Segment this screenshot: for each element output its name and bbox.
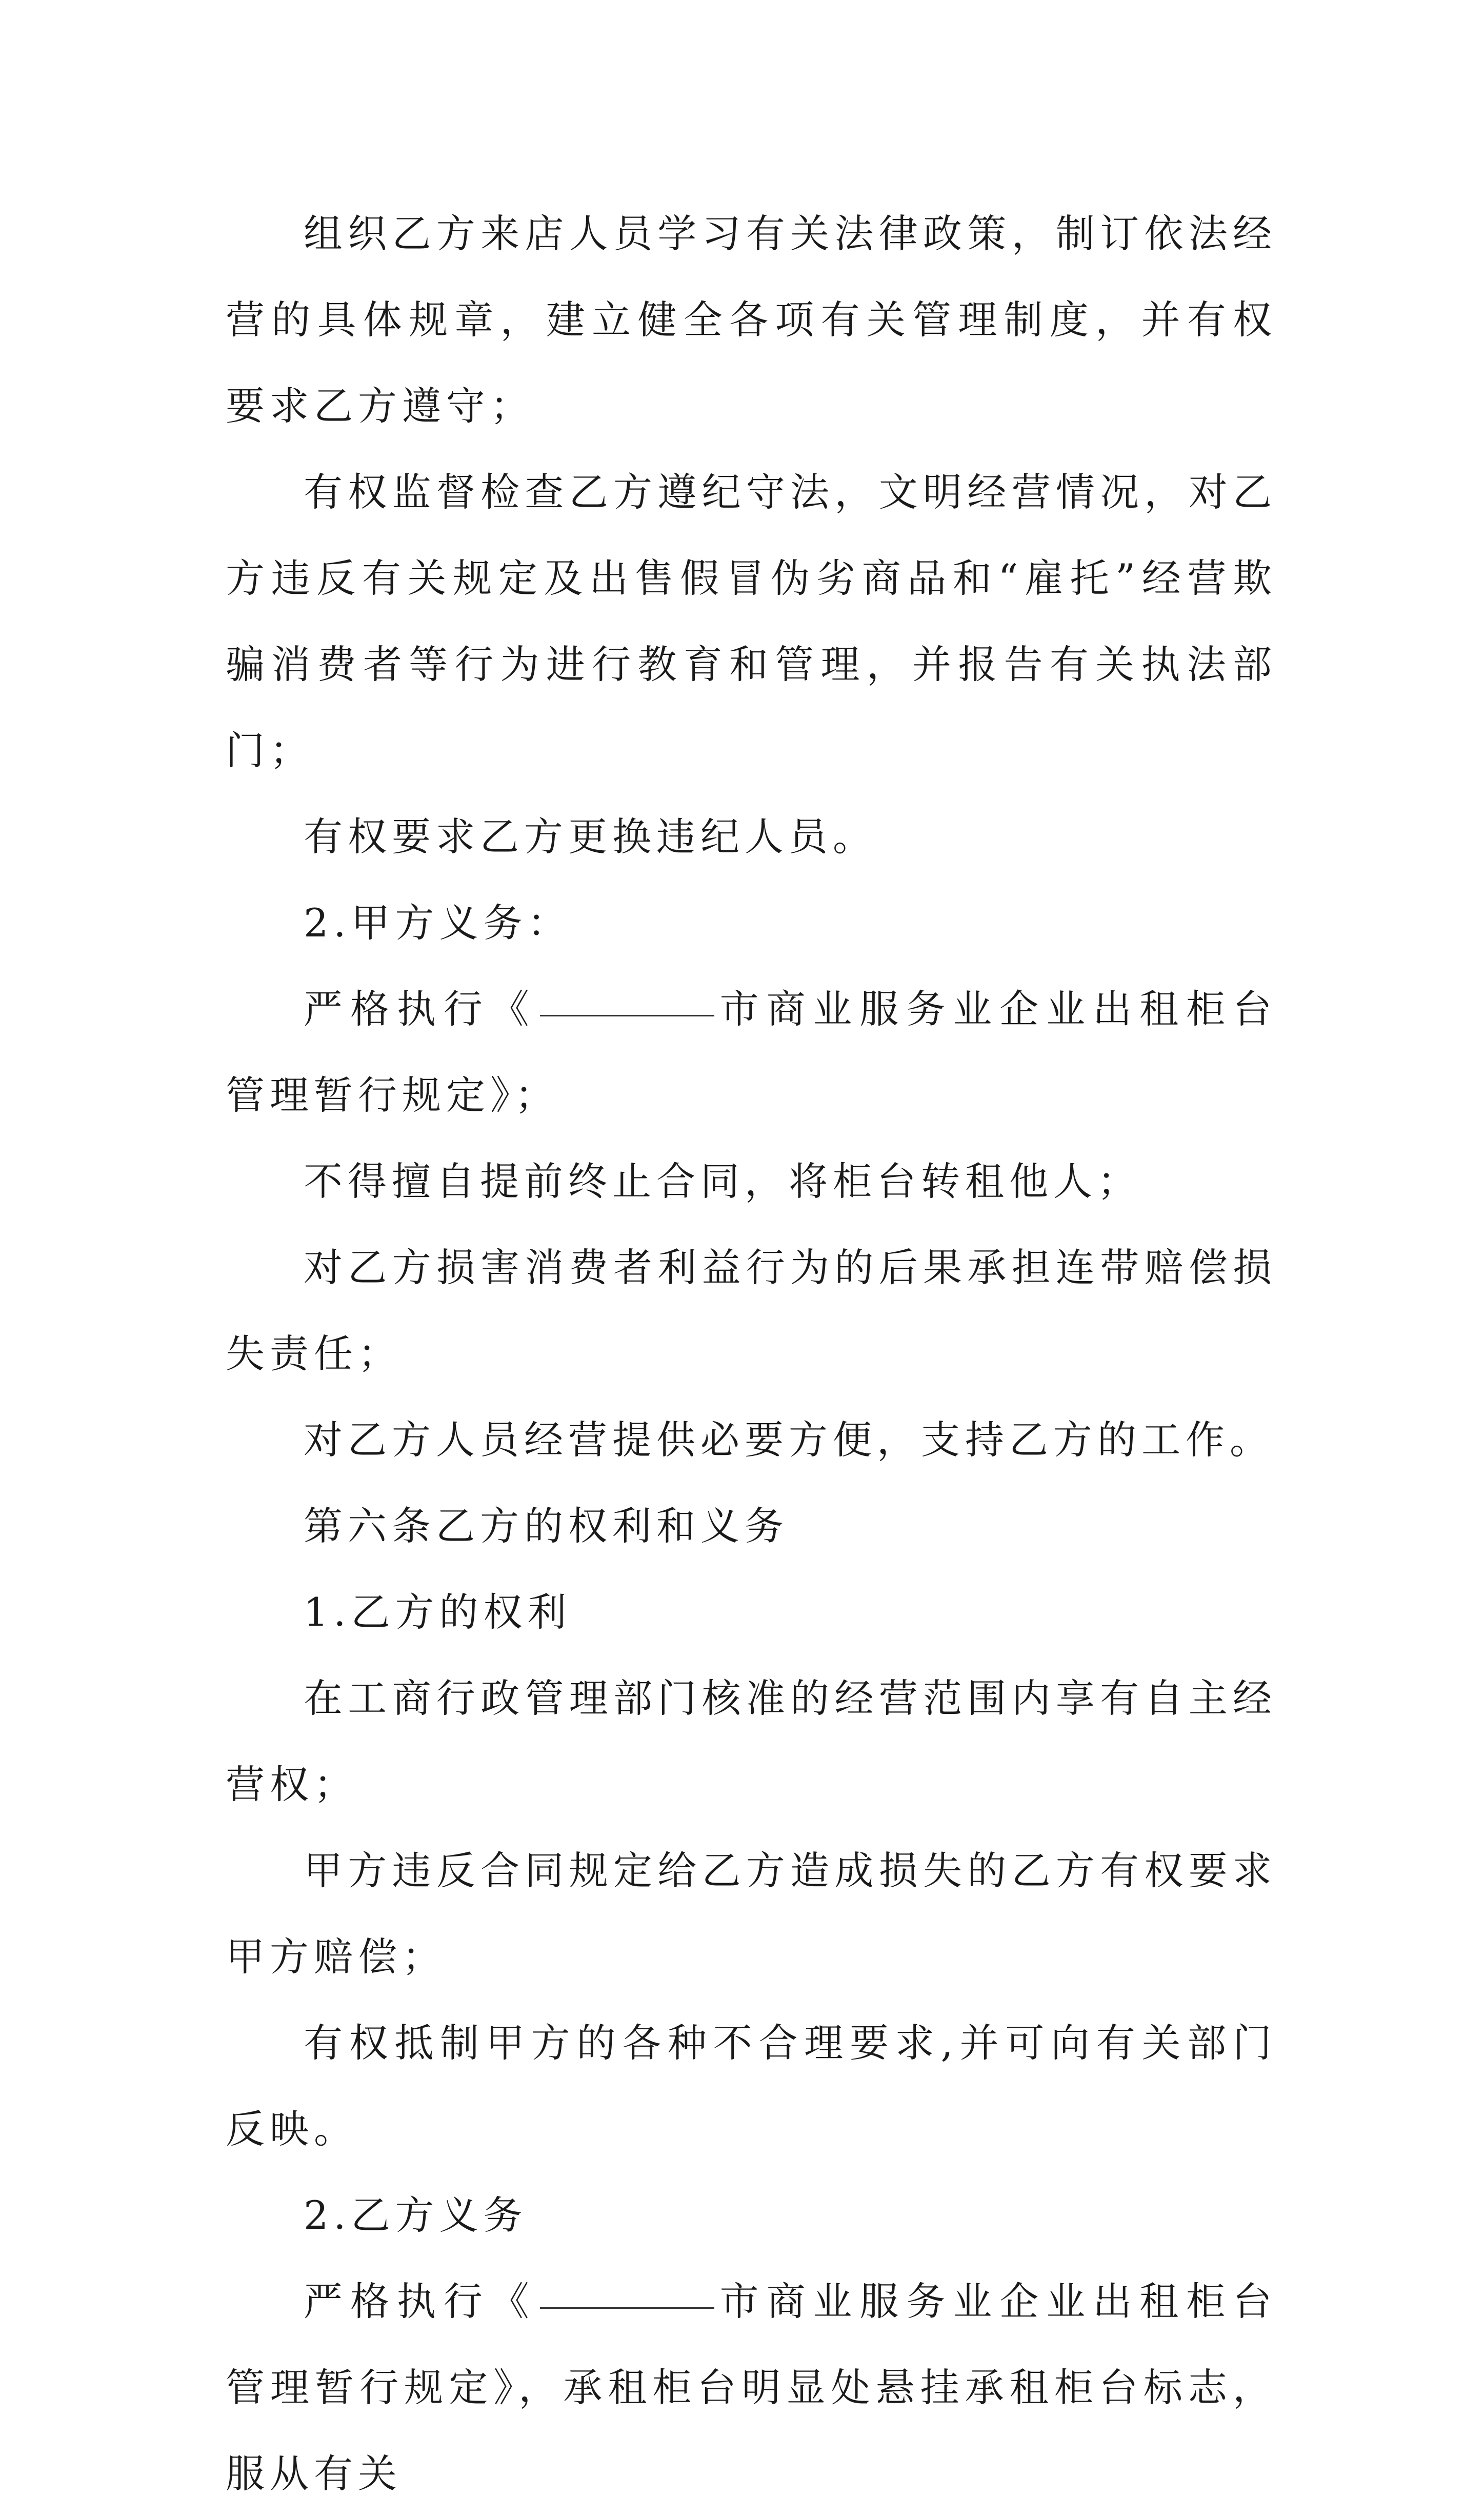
fill-in-blank [540, 1015, 714, 1016]
paragraph-text-before-blank: 严格执行《 [304, 2279, 537, 2324]
article-heading: 第六条乙方的权利和义务 [304, 1503, 789, 1549]
document-body [226, 191, 1277, 2517]
paragraph-text-after-blank: 市商业服务业企业出租柜台管理暂行规定》，承租柜台明显处悬挂承租柜台标志，服从有关 [226, 2279, 1277, 2496]
section-heading: 2.甲方义务： [304, 900, 572, 946]
paragraph: 在工商行政管理部门核准的经营范围内享有自主经营权； [226, 1675, 1277, 1807]
paragraph: 对乙方损害消费者利益行为的后果承担连带赔偿损失责任； [226, 1245, 1277, 1376]
paragraph [226, 2259, 1277, 2517]
paragraph: 有权要求乙方更换违纪人员。 [304, 814, 877, 860]
paragraph-text-after-blank: 市商业服务业企业出租柜台管理暂行规定》； [226, 986, 1277, 1118]
paragraph: 组织乙方来店人员学习有关法律政策，制订依法经营的具体规章，建立健全各项有关管理制度，并有权要求乙方遵守； [226, 211, 1277, 429]
paragraph: 不得擅自提前终止合同，将柜台转租他人； [304, 1158, 1141, 1204]
section-heading: 2.乙方义务 [304, 2192, 528, 2238]
section-heading: 1.乙方的权利 [304, 1589, 572, 1635]
paragraph: 有权监督检查乙方遵纪守法，文明经营情况，对乙方违反有关规定及出售假冒伪劣商品和“雇托”经营欺骗消费者等行为进行教育和管理，并报告有关执法部门； [226, 469, 1277, 773]
paragraph [226, 966, 1277, 1138]
paragraph-text-before-blank: 严格执行《 [304, 986, 537, 1032]
fill-in-blank [540, 2307, 714, 2309]
paragraph: 对乙方人员经营提供必要方便，支持乙方的工作。 [304, 1417, 1274, 1463]
paragraph: 甲方违反合同规定给乙方造成损失的乙方有权要求甲方赔偿； [226, 1848, 1277, 1980]
paragraph: 有权抵制甲方的各种不合理要求,并可向有关部门反映。 [226, 2020, 1277, 2152]
